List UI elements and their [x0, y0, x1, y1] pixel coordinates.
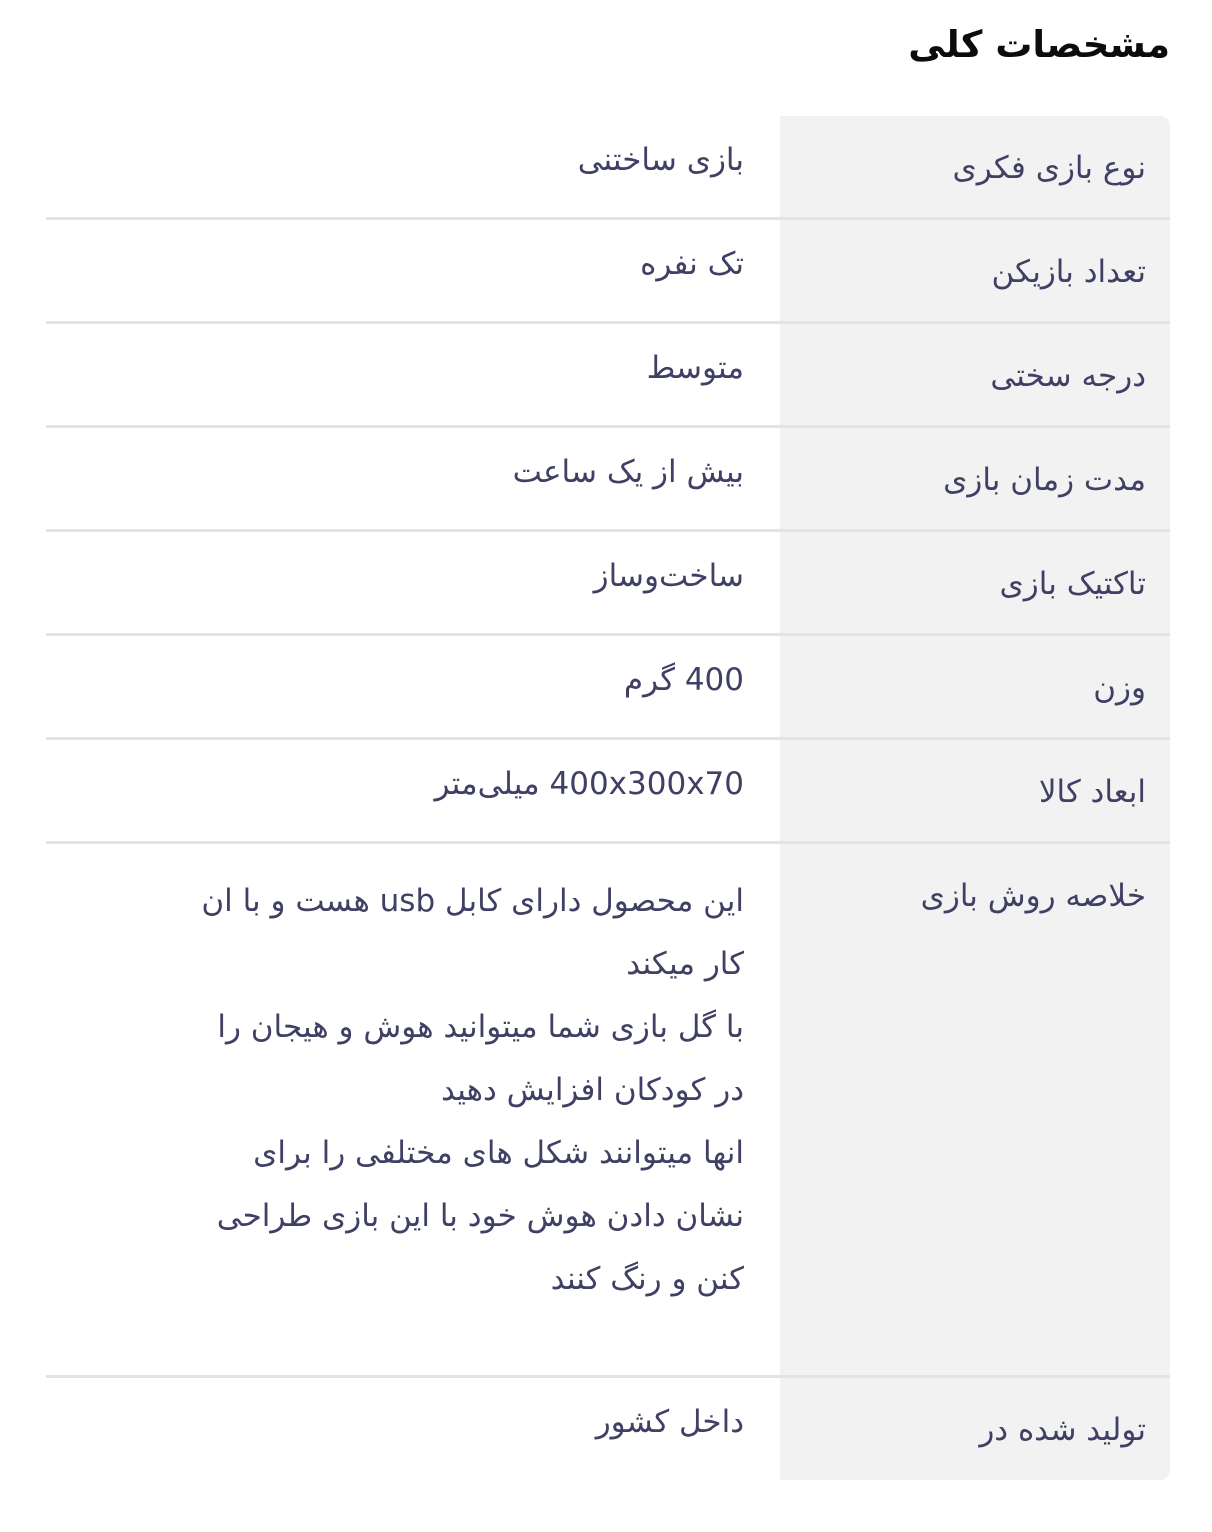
spec-row-made-in	[46, 1378, 1170, 1480]
spec-row-weight	[46, 636, 1170, 740]
spec-row-game-type	[46, 116, 1170, 220]
section-title: مشخصات کلی	[908, 23, 1170, 66]
spec-row-tactic	[46, 532, 1170, 636]
spec-key: نوع بازی فکری	[780, 116, 1170, 217]
spec-value: بازی ساختنی	[577, 142, 744, 178]
spec-value: تک نفره	[640, 246, 744, 282]
spec-value: بیش از یک ساعت	[512, 454, 744, 490]
spec-value: داخل کشور	[595, 1404, 744, 1440]
spec-value: 400x300x70 میلی‌متر	[434, 766, 744, 802]
spec-row-dimensions	[46, 740, 1170, 844]
spec-key: خلاصه روش بازی	[780, 844, 1170, 1375]
spec-row-players	[46, 220, 1170, 324]
spec-key: تعداد بازیکن	[780, 220, 1170, 321]
spec-value: متوسط	[646, 350, 744, 386]
spec-key: تاکتیک بازی	[780, 532, 1170, 633]
spec-key: ابعاد کالا	[780, 740, 1170, 841]
spec-key: تولید شده در	[780, 1378, 1170, 1480]
spec-key: مدت زمان بازی	[780, 428, 1170, 529]
spec-key: وزن	[780, 636, 1170, 737]
specs-table	[46, 116, 1170, 1480]
spec-row-difficulty	[46, 324, 1170, 428]
spec-value: ساخت‌وساز	[593, 558, 744, 594]
spec-key: درجه سختی	[780, 324, 1170, 425]
spec-row-how-to-play	[46, 844, 1170, 1378]
spec-value: این محصول دارای کابل usb هست و با ان کار میکند با گل بازی شما میتوانید هوش و هیجان را در کودکان افزایش دهید انها میتوانند شکل های مختلفی را برای نشان دادن هوش خود با این بازی طراحی کنن و رنگ کنند	[201, 883, 744, 1297]
spec-row-play-time	[46, 428, 1170, 532]
spec-value: 400 گرم	[623, 662, 744, 698]
